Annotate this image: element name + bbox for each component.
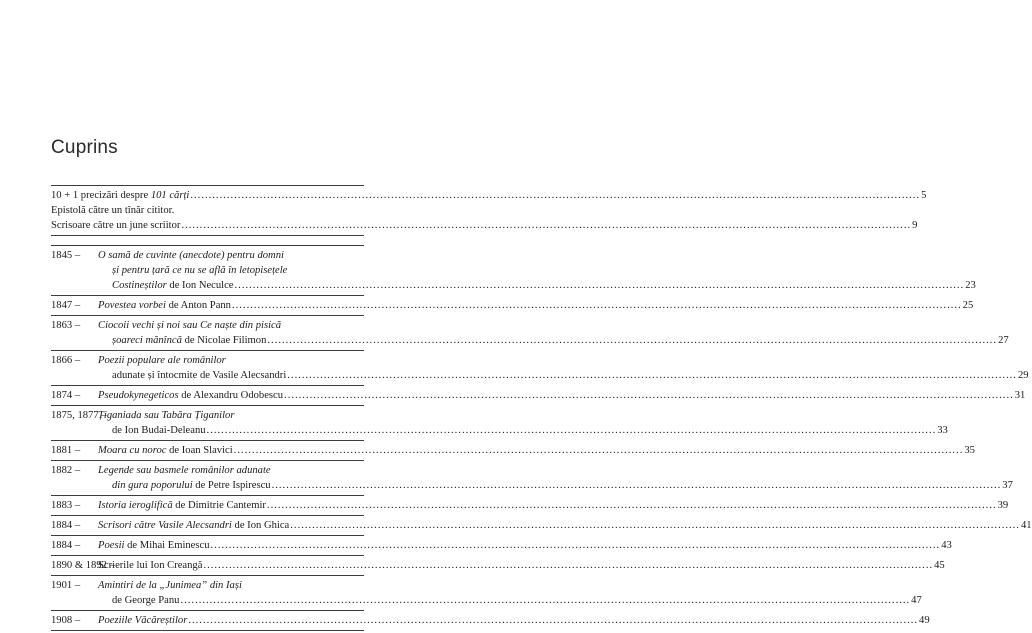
toc-entry-year: 1874 –	[51, 390, 81, 401]
toc-divider	[51, 515, 364, 516]
toc-author: de Alexandru Odobescu	[178, 390, 284, 401]
toc-entry[interactable]	[51, 578, 922, 608]
toc-entry-body	[98, 613, 930, 628]
toc-entry-year: 1845 –	[51, 250, 81, 261]
toc-page-number: 41	[1020, 520, 1032, 531]
toc-entry-year: 1908 –	[51, 615, 81, 626]
toc-entry-text	[112, 593, 179, 608]
toc-entry-text	[112, 478, 271, 493]
toc-entry-text	[98, 538, 210, 553]
toc-entry-text	[98, 248, 284, 263]
leader-dots: ........................................................................................................................................................................................................	[233, 445, 964, 456]
toc-entry[interactable]	[51, 463, 1013, 493]
toc-entry-body	[98, 353, 1029, 383]
toc-divider	[51, 630, 364, 631]
toc-entry-text	[112, 263, 287, 278]
toc-entry-line	[98, 593, 922, 608]
toc-author: de Ion Neculce	[166, 280, 234, 291]
leader-dots: ........................................................................................................................................................................................................	[234, 280, 965, 291]
toc-entry-year: 1881 –	[51, 445, 81, 456]
toc-author: de Dimitrie Cantemir	[172, 500, 266, 511]
toc-entry-year: 1866 –	[51, 355, 81, 366]
toc-divider	[51, 385, 364, 386]
toc-author: de Nicolae Filimon	[181, 335, 267, 346]
toc-author: adunate și întocmite de Vasile Alecsandri	[112, 370, 287, 381]
toc-work-title: Ciocoii vechi și noi sau Ce naște din pisică	[98, 320, 282, 331]
toc-work-title: Legende sau basmele românilor adunate	[98, 465, 271, 476]
toc-entry-text	[98, 518, 289, 533]
toc-intro	[51, 183, 927, 238]
toc-author: de Ion Budai-Deleanu	[112, 425, 206, 436]
toc-page-number: 35	[964, 445, 975, 456]
toc-text: Scrisoare către un june scriitor	[51, 220, 181, 231]
toc-entry[interactable]	[51, 558, 945, 573]
toc-entry-line	[98, 558, 945, 573]
toc-entry-body	[98, 443, 975, 458]
toc-divider	[51, 295, 364, 296]
toc-entry[interactable]	[51, 613, 930, 628]
toc-page-number: 31	[1014, 390, 1026, 401]
toc-entry-text	[98, 443, 233, 458]
toc-entry[interactable]	[51, 298, 974, 313]
toc-intro-text	[51, 218, 180, 233]
toc-author: de Anton Pann	[165, 300, 231, 311]
toc-page-number: 37	[1002, 480, 1013, 491]
toc-divider	[51, 535, 364, 536]
toc-entry-year: 1847 –	[51, 300, 81, 311]
toc-page-number: 23	[965, 280, 976, 291]
toc-page-number: 5	[921, 190, 927, 201]
toc-entry-body	[98, 318, 1009, 348]
toc-work-title: Moara cu noroc	[98, 445, 167, 456]
toc-work-title: Costineștilor	[112, 280, 167, 291]
toc-entry-body	[98, 518, 1032, 533]
toc-page-number: 27	[998, 335, 1009, 346]
toc-work-title: Poeziile Văcăreștilor	[98, 615, 188, 626]
toc-entry-body	[98, 538, 952, 553]
toc-entry-text	[98, 463, 271, 478]
leader-dots: ........................................................................................................................................................................................................	[203, 560, 934, 571]
toc-entry-year: 1884 –	[51, 520, 81, 531]
toc-work-title: Poesii	[98, 540, 125, 551]
toc-entry[interactable]	[51, 443, 975, 458]
toc-work-title: Amintiri de la „Junimea” din Iași	[98, 580, 242, 591]
toc-divider	[51, 575, 364, 576]
toc-work-title: Poezii populare ale românilor	[98, 355, 226, 366]
toc-entry[interactable]	[51, 518, 1032, 533]
toc-entry-text	[98, 498, 266, 513]
toc-work-title: Istoria ieroglifică	[98, 500, 173, 511]
toc-entry-year: 1901 –	[51, 580, 81, 591]
toc-entry-line	[98, 518, 1032, 533]
toc-entry-body	[98, 578, 922, 608]
toc-entry-body	[98, 558, 945, 573]
toc-entry-text	[112, 333, 266, 348]
toc-work-title: Povestea vorbei	[98, 300, 166, 311]
toc-entries	[51, 243, 1032, 633]
toc-intro-line[interactable]	[51, 218, 918, 233]
leader-dots: ........................................................................................................................................................................................................	[188, 615, 919, 626]
toc-entry-line	[98, 578, 364, 593]
toc-work-title: Scrisori către Vasile Alecsandri	[98, 520, 232, 531]
toc-entry[interactable]	[51, 498, 1009, 513]
toc-entry-body	[98, 408, 948, 438]
toc-page-number: 39	[997, 500, 1009, 511]
leader-dots: ........................................................................................................................................................................................................	[267, 335, 998, 346]
toc-entry-text	[98, 578, 242, 593]
toc-entry-text	[112, 278, 234, 293]
toc-title: 101 cărți	[150, 190, 190, 201]
toc-entry-text	[112, 368, 286, 383]
toc-entry-line	[98, 463, 364, 478]
toc-divider	[51, 315, 364, 316]
toc-entry-text	[98, 353, 226, 368]
toc-entry[interactable]	[51, 248, 976, 293]
leader-dots: ........................................................................................................................................................................................................	[271, 480, 1002, 491]
toc-entry-line	[98, 388, 1026, 403]
leader-dots: ........................................................................................................................................................................................................	[206, 425, 937, 436]
toc-divider	[51, 245, 364, 246]
toc-page-number: 45	[934, 560, 945, 571]
leader-dots: ........................................................................................................................................................................................................	[181, 220, 912, 231]
toc-entry-line	[98, 318, 364, 333]
toc-work-title: O samă de cuvinte (anecdote) pentru domni	[98, 250, 284, 261]
toc-entry-year: 1875, 1877 –	[51, 410, 107, 421]
toc-text: 10 + 1 precizări despre	[51, 190, 151, 201]
toc-entry[interactable]	[51, 353, 1029, 383]
toc-entry-year: 1882 –	[51, 465, 81, 476]
toc-divider	[51, 440, 364, 441]
toc-entry-body	[98, 248, 976, 293]
toc-entry-year: 1883 –	[51, 500, 81, 511]
leader-dots: ........................................................................................................................................................................................................	[210, 540, 941, 551]
toc-entry[interactable]	[51, 408, 948, 438]
toc-entry-text	[98, 408, 234, 423]
toc-work-title: și pentru țară ce nu se află în letopisețele	[112, 265, 288, 276]
toc-entry-line	[98, 353, 364, 368]
toc-page-number: 29	[1017, 370, 1029, 381]
toc-divider	[51, 350, 364, 351]
toc-divider	[51, 405, 364, 406]
toc-entry[interactable]	[51, 388, 1026, 403]
toc-page-number: 9	[912, 220, 918, 231]
toc-entry-text	[98, 298, 231, 313]
toc-work-title: Pseudokynegeticos	[98, 390, 179, 401]
leader-dots: ........................................................................................................................................................................................................	[190, 190, 921, 201]
leader-dots: ........................................................................................................................................................................................................	[180, 595, 911, 606]
toc-entry-line	[98, 333, 1009, 348]
toc-text: Epistolă către un tînăr cititor.	[51, 205, 175, 216]
toc-work-title: Țiganiada sau Tabăra Țiganilor	[98, 410, 235, 421]
toc-entry-line	[98, 298, 974, 313]
toc-author: Scrierile lui Ion Creangă	[98, 560, 203, 571]
toc-author: de Petre Ispirescu	[192, 480, 271, 491]
toc-entry-line	[98, 263, 364, 278]
toc-entry-line	[98, 278, 976, 293]
toc-author: de Ion Ghica	[231, 520, 290, 531]
toc-divider	[51, 185, 364, 186]
toc-divider	[51, 555, 364, 556]
toc-entry-text	[98, 558, 202, 573]
leader-dots: ........................................................................................................................................................................................................	[287, 370, 1017, 381]
toc-divider	[51, 460, 364, 461]
toc-page-number: 43	[941, 540, 952, 551]
toc-divider	[51, 235, 364, 236]
toc-intro-line[interactable]	[51, 188, 927, 203]
toc-page-number: 33	[937, 425, 948, 436]
toc-entry-line	[98, 248, 364, 263]
toc-entry-body	[98, 463, 1013, 493]
toc-entry-text	[98, 318, 281, 333]
toc-intro-text	[51, 188, 189, 203]
leader-dots: ........................................................................................................................................................................................................	[290, 520, 1020, 531]
toc-page-number: 49	[919, 615, 930, 626]
leader-dots: ........................................................................................................................................................................................................	[266, 500, 997, 511]
toc-entry-line	[98, 368, 1029, 383]
toc-entry-body	[98, 498, 1009, 513]
toc-entry-line	[98, 408, 364, 423]
toc-entry-line	[98, 538, 952, 553]
toc-divider	[51, 495, 364, 496]
toc-entry-line	[98, 613, 930, 628]
toc-entry-line	[98, 423, 948, 438]
toc-author: de George Panu	[112, 595, 180, 606]
toc-divider	[51, 610, 364, 611]
page-title: Cuprins	[51, 137, 118, 158]
toc-entry-year: 1863 –	[51, 320, 81, 331]
toc-entry-line	[98, 498, 1009, 513]
toc-author: de Ioan Slavici	[166, 445, 233, 456]
toc-entry-text	[98, 388, 283, 403]
toc-page-number: 25	[962, 300, 974, 311]
toc-intro-text	[51, 203, 174, 218]
toc-page-number: 47	[911, 595, 922, 606]
toc-entry-line	[98, 478, 1013, 493]
toc-entry-text	[112, 423, 206, 438]
toc-entry-body	[98, 388, 1026, 403]
leader-dots: ........................................................................................................................................................................................................	[231, 300, 962, 311]
toc-work-title: din gura poporului	[112, 480, 193, 491]
toc-entry-text	[98, 613, 187, 628]
toc-entry-body	[98, 298, 974, 313]
toc-intro-line[interactable]	[51, 203, 364, 218]
toc-entry-year: 1884 –	[51, 540, 81, 551]
leader-dots: ........................................................................................................................................................................................................	[284, 390, 1014, 401]
toc-entry-year: 1890 & 1892 –	[51, 560, 115, 571]
toc-entry[interactable]	[51, 538, 952, 553]
toc-work-title: șoareci mănîncă	[112, 335, 182, 346]
toc-entry[interactable]	[51, 318, 1009, 348]
toc-author: de Mihai Eminescu	[124, 540, 210, 551]
toc-entry-line	[98, 443, 975, 458]
